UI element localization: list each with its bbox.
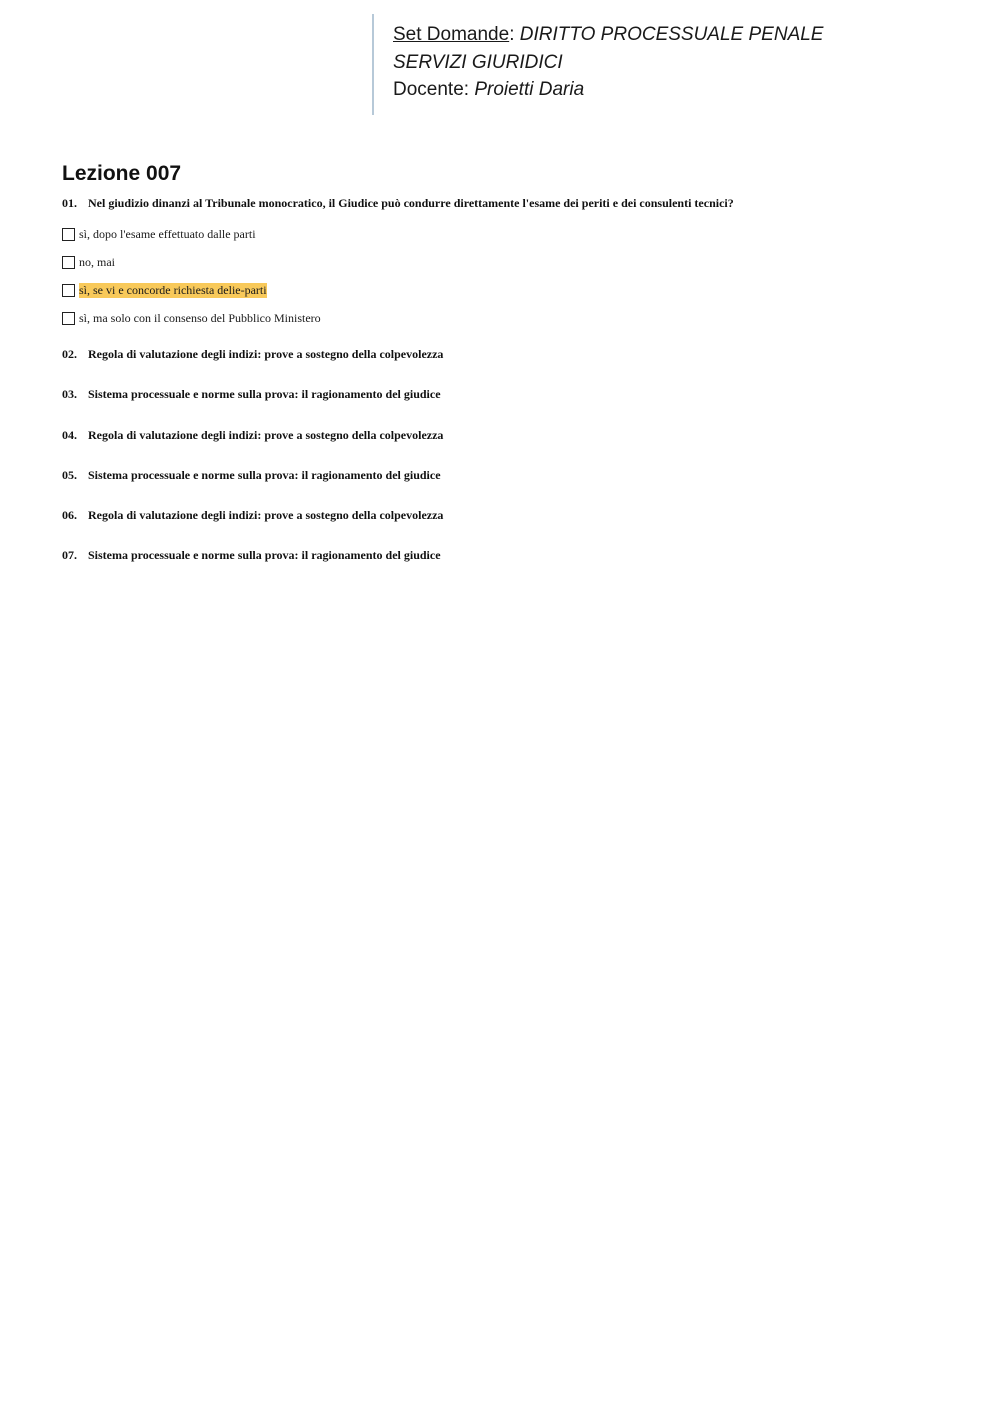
question-text: Regola di valutazione degli indizi: prove a sostegno della colpevolezza — [88, 347, 444, 361]
checkbox[interactable] — [62, 228, 75, 241]
question-number: 03. — [62, 387, 77, 402]
teacher-name: Proietti Daria — [474, 79, 585, 100]
answer-option[interactable] — [62, 304, 321, 332]
answer-text: no, mai — [79, 254, 115, 269]
set-line — [393, 21, 852, 49]
checkbox[interactable] — [62, 312, 75, 325]
question-text: Regola di valutazione degli indizi: prove a sostegno della colpevolezza — [88, 508, 444, 523]
question-number: 02. — [62, 347, 77, 361]
question-01 — [62, 196, 734, 211]
question-text: Sistema processuale e norme sulla prova: il ragionamento del giudice — [88, 467, 441, 482]
answer-text: sì, ma solo con il consenso del Pubblico Ministero — [79, 310, 321, 325]
question-list — [62, 340, 443, 582]
question-item — [62, 340, 443, 380]
checkbox[interactable] — [62, 284, 75, 297]
question-text: Sistema processuale e norme sulla prova: il ragionamento del giudice — [88, 387, 441, 402]
answer-text: sì, dopo l'esame effettuato dalle parti — [79, 226, 256, 241]
answer-text-highlighted: sì, se vi e concorde richiesta delie-parti — [79, 282, 267, 297]
answer-option-highlighted[interactable] — [62, 276, 321, 304]
teacher-label: Docente: — [393, 79, 470, 100]
question-item — [62, 541, 443, 581]
question-text: Regola di valutazione degli indizi: prove a sostegno della colpevolezza — [88, 427, 444, 442]
question-item — [62, 421, 443, 461]
question-item — [62, 461, 443, 501]
answer-option[interactable] — [62, 248, 321, 276]
question-number: 05. — [62, 467, 77, 482]
subject-line-1: DIRITTO PROCESSUALE PENALE — [519, 24, 824, 45]
question-item — [62, 501, 443, 541]
question-number: 06. — [62, 508, 77, 523]
lesson-title: Lezione 007 — [62, 162, 182, 185]
question-number: 07. — [62, 548, 77, 563]
answer-option[interactable] — [62, 220, 321, 248]
question-item — [62, 380, 443, 420]
document-header — [372, 14, 852, 115]
set-label: Set Domande — [393, 24, 510, 45]
question-text: Nel giudizio dinanzi al Tribunale monocratico, il Giudice può condurre direttamente l'esame dei periti e dei consulenti tecnici? — [88, 196, 734, 210]
question-text: Sistema processuale e norme sulla prova: il ragionamento del giudice — [88, 548, 441, 563]
answer-options — [62, 220, 321, 332]
set-colon: : — [509, 24, 515, 45]
checkbox[interactable] — [62, 256, 75, 269]
question-number: 01. — [62, 196, 77, 210]
teacher-line — [393, 76, 852, 104]
question-number: 04. — [62, 427, 77, 442]
subject-line-2: SERVIZI GIURIDICI — [393, 51, 563, 73]
